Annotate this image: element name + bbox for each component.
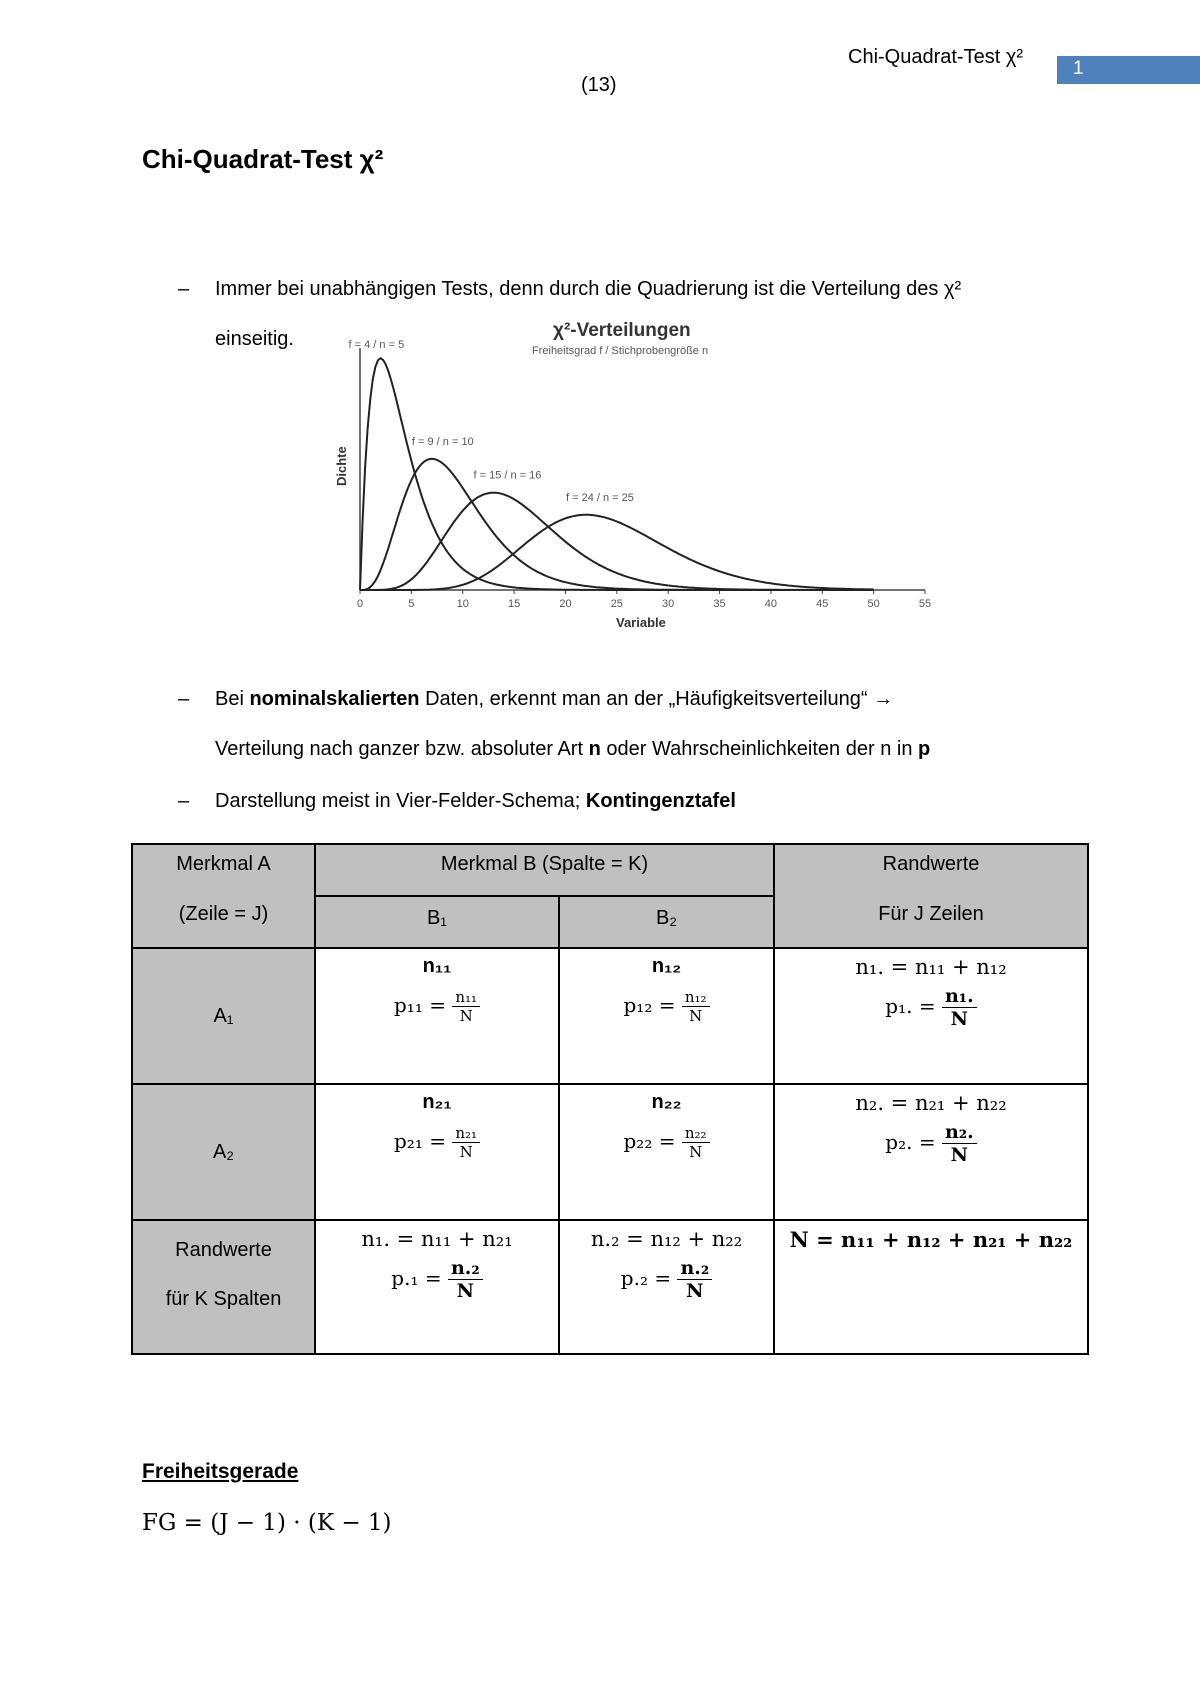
document-title: Chi-Quadrat-Test χ²: [142, 144, 384, 174]
bullet-1-line2: einseitig.: [215, 328, 294, 350]
cell-n11: n₁₁ p₁₁ = $\frac{\text{n₁₁}}{N}$: [315, 948, 559, 1084]
bullet-dash: –: [178, 688, 190, 710]
series-labels: [349, 339, 634, 504]
series-curve-15: [360, 493, 874, 590]
x-tick-label: 5: [408, 598, 415, 610]
x-tick-label: 10: [456, 598, 469, 610]
x-tick-label: 50: [867, 598, 880, 610]
chart-subtitle: Freiheitsgrad f / Stichprobengröße n: [532, 345, 709, 357]
bullet-dash: –: [178, 278, 190, 300]
bullet-3: Darstellung meist in Vier-Felder-Schema; Kontingenztafel: [215, 790, 736, 812]
cell-row1-margin: n₁. = n₁₁ + n₁₂ p₁. = $\frac{\text{n₁.}}{N}$: [774, 948, 1088, 1084]
series-curves: [360, 358, 874, 590]
cell-total: N = n₁₁ + n₁₂ + n₂₁ + n₂₂: [774, 1220, 1088, 1354]
x-ticks: [357, 590, 931, 610]
row-margin-label: Randwerte für K Spalten: [132, 1220, 315, 1354]
freiheitsgerade-formula: FG = (J − 1) · (K − 1): [142, 1510, 392, 1536]
x-tick-label: 55: [918, 598, 932, 610]
x-tick-label: 15: [507, 598, 521, 610]
cell-n21: n₂₁ p₂₁ = $\frac{\text{n₂₁}}{N}$: [315, 1084, 559, 1220]
header-merkmal-b: Merkmal B (Spalte = K): [315, 844, 774, 896]
header-b1: B₁: [315, 896, 559, 948]
series-label: f = 24 / n = 25: [566, 491, 634, 504]
cell-col1-margin: n₁. = n₁₁ + n₂₁ p.₁ = $\frac{\text{n.₂}}{N}$: [315, 1220, 559, 1354]
x-tick-label: 35: [713, 598, 726, 610]
series-label: f = 15 / n = 16: [473, 469, 542, 482]
series-curve-24: [360, 515, 874, 590]
x-tick-label: 45: [816, 598, 829, 610]
chart-ylabel: Dichte: [334, 446, 349, 486]
contingency-table: [131, 843, 1089, 1355]
x-tick-label: 30: [662, 598, 675, 610]
series-label: f = 4 / n = 5: [348, 339, 405, 352]
freiheitsgerade-heading: Freiheitsgerade: [142, 1460, 299, 1483]
header-randwerte: Randwerte Für J Zeilen: [774, 844, 1088, 948]
row-a2-label: A₂: [132, 1084, 315, 1220]
cell-n12: n₁₂ p₁₂ = $\frac{\text{n₁₂}}{N}$: [559, 948, 774, 1084]
x-tick-label: 20: [559, 598, 572, 610]
cell-row2-margin: n₂. = n₂₁ + n₂₂ p₂. = $\frac{\text{n₂.}}{N}$: [774, 1084, 1088, 1220]
chi-square-chart: [320, 318, 960, 638]
bullet-2-line2: Verteilung nach ganzer bzw. absoluter Art n oder Wahrscheinlichkeiten der n in p: [215, 738, 931, 760]
bullet-dash: –: [178, 790, 190, 812]
series-label: f = 9 / n = 10: [411, 435, 474, 448]
series-curve-9: [360, 459, 874, 590]
cell-col2-margin: n.₂ = n₁₂ + n₂₂ p.₂ = $\frac{\text{n.₂}}{N}$: [559, 1220, 774, 1354]
x-tick-label: 40: [764, 598, 778, 610]
header-b2: B₂: [559, 896, 774, 948]
cell-n22: n₂₂ p₂₂ = $\frac{\text{n₂₂}}{N}$: [559, 1084, 774, 1220]
page-marker: (13): [581, 74, 617, 96]
bullet-2-line1: Bei nominalskalierten Daten, erkennt man an der „Häufigkeitsverteilung“ →: [215, 688, 894, 710]
series-curve-4: [360, 358, 874, 590]
bullet-1-line1: Immer bei unabhängigen Tests, denn durch die Quadrierung ist die Verteilung des χ²: [215, 278, 962, 300]
header-page-number: 1: [1073, 58, 1084, 79]
header-title: Chi-Quadrat-Test χ²: [848, 46, 1023, 68]
header-merkmal-a: Merkmal A (Zeile = J): [132, 844, 315, 948]
x-tick-label: 25: [610, 598, 623, 610]
chart-title: χ²-Verteilungen: [553, 320, 691, 341]
x-tick-label: 0: [356, 598, 364, 610]
chart-xlabel: Variable: [616, 615, 666, 630]
row-a1-label: A₁: [132, 948, 315, 1084]
